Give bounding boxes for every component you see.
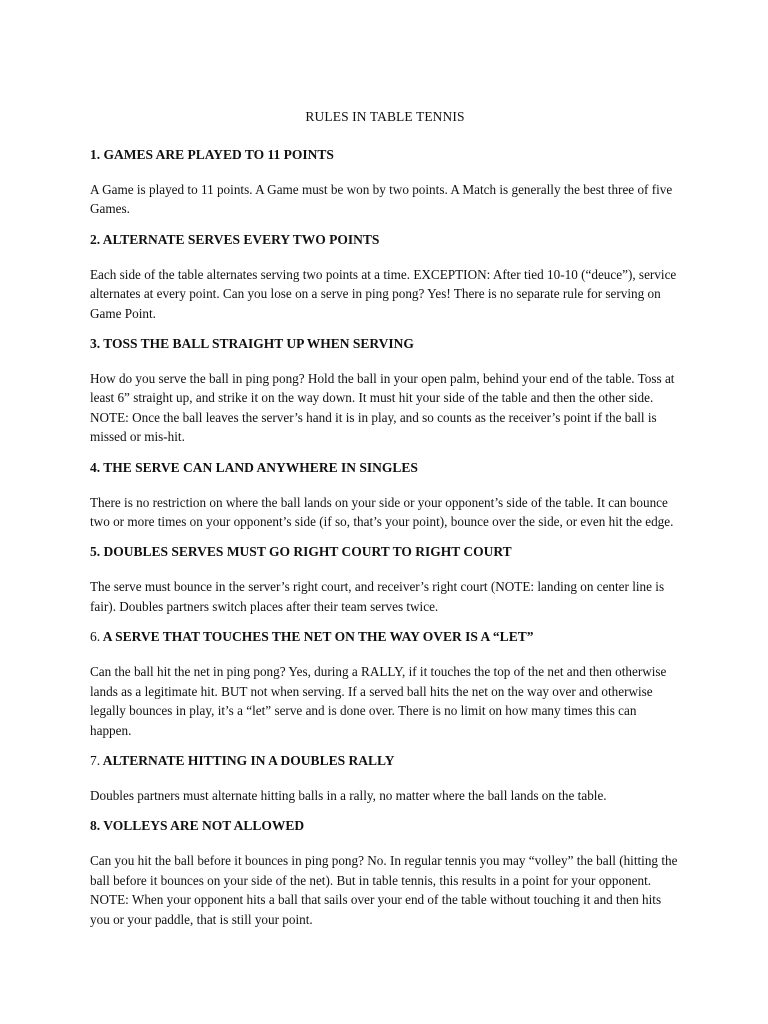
rule-section-2 bbox=[90, 231, 680, 323]
rule-section-6 bbox=[90, 628, 680, 740]
rule-heading-text: ALTERNATE HITTING IN A DOUBLES RALLY bbox=[100, 752, 395, 768]
rule-number: 8. bbox=[90, 818, 101, 834]
rule-section-7 bbox=[90, 752, 680, 805]
rule-body: How do you serve the ball in ping pong? Hold the ball in your open palm, behind your end of the table. Toss at least 6” straight up, and strike it on the way down. It must hit your side of the table and then the other side. NOTE: Once the ball leaves the server’s hand it is in play, and so counts as the receiver’s point if the ball is missed or mis-hit. bbox=[90, 371, 675, 445]
rule-number: 6. bbox=[90, 629, 101, 645]
rule-number: 5. bbox=[90, 544, 101, 560]
rule-heading bbox=[90, 146, 680, 164]
rule-body: Can the ball hit the net in ping pong? Yes, during a RALLY, if it touches the top of the net and then otherwise lands as a legitimate hit. BUT not when serving. If a served ball hits the net on the way over and otherwise legally bounces in play, it’s a “let” serve and is done over. There is no limit on how many times this can happen. bbox=[90, 664, 667, 738]
rule-number: 4. bbox=[90, 459, 101, 475]
rule-number: 3. bbox=[90, 336, 101, 352]
rule-number: 7. bbox=[90, 752, 101, 768]
document-page bbox=[90, 108, 680, 941]
rule-heading-text: ALTERNATE SERVES EVERY TWO POINTS bbox=[100, 231, 380, 247]
rule-number: 2. bbox=[90, 231, 101, 247]
rule-body: The serve must bounce in the server’s right court, and receiver’s right court (NOTE: landing on center line is fair). Doubles partners switch places after their team serves twice. bbox=[90, 579, 665, 614]
document-title: RULES IN TABLE TENNIS bbox=[305, 109, 465, 124]
rule-body: Can you hit the ball before it bounces in ping pong? No. In regular tennis you may “volley” the ball (hitting the ball before it bounces on your side of the net). But in table tennis, this results in a point for your opponent. NOTE: When your opponent hits a ball that sails over your end of the table without touching it and then hits you or your paddle, that is still your point. bbox=[90, 853, 678, 927]
rule-heading bbox=[90, 231, 680, 249]
rule-heading bbox=[90, 817, 680, 835]
rule-body: There is no restriction on where the ball lands on your side or your opponent’s side of the table. It can bounce two or more times on your opponent’s side (if so, that’s your point), bounce over the side, or even hit the edge. bbox=[90, 494, 674, 530]
rule-body: Each side of the table alternates serving two points at a time. EXCEPTION: After tied 10-10 (“deuce”), service alternates at every point. Can you lose on a serve in ping pong? Yes! There is no separate rule for serving on Game Point. bbox=[90, 266, 677, 321]
rule-body: A Game is played to 11 points. A Game must be won by two points. A Match is generally the best three of five Games. bbox=[90, 182, 673, 217]
rule-heading bbox=[90, 543, 680, 561]
rule-number: 1. bbox=[90, 147, 101, 162]
rule-heading-text: TOSS THE BALL STRAIGHT UP WHEN SERVING bbox=[100, 336, 414, 352]
rule-heading bbox=[90, 335, 680, 353]
rule-body: Doubles partners must alternate hitting balls in a rally, no matter where the ball lands on the table. bbox=[90, 787, 607, 803]
rule-heading-text: A SERVE THAT TOUCHES THE NET ON THE WAY OVER IS A “LET” bbox=[100, 629, 534, 645]
rule-section-5 bbox=[90, 543, 680, 616]
rule-heading-text: GAMES ARE PLAYED TO 11 POINTS bbox=[100, 147, 334, 162]
rule-heading bbox=[90, 628, 680, 646]
rule-section-8 bbox=[90, 817, 680, 929]
rule-heading-text: DOUBLES SERVES MUST GO RIGHT COURT TO RIGHT COURT bbox=[100, 544, 512, 560]
rule-heading-text: THE SERVE CAN LAND ANYWHERE IN SINGLES bbox=[100, 459, 418, 475]
rule-heading bbox=[90, 459, 680, 477]
rule-heading-text: VOLLEYS ARE NOT ALLOWED bbox=[100, 818, 305, 834]
rule-section-3 bbox=[90, 335, 680, 447]
rule-section-1 bbox=[90, 146, 680, 219]
rule-heading bbox=[90, 752, 680, 770]
rule-section-4 bbox=[90, 459, 680, 532]
